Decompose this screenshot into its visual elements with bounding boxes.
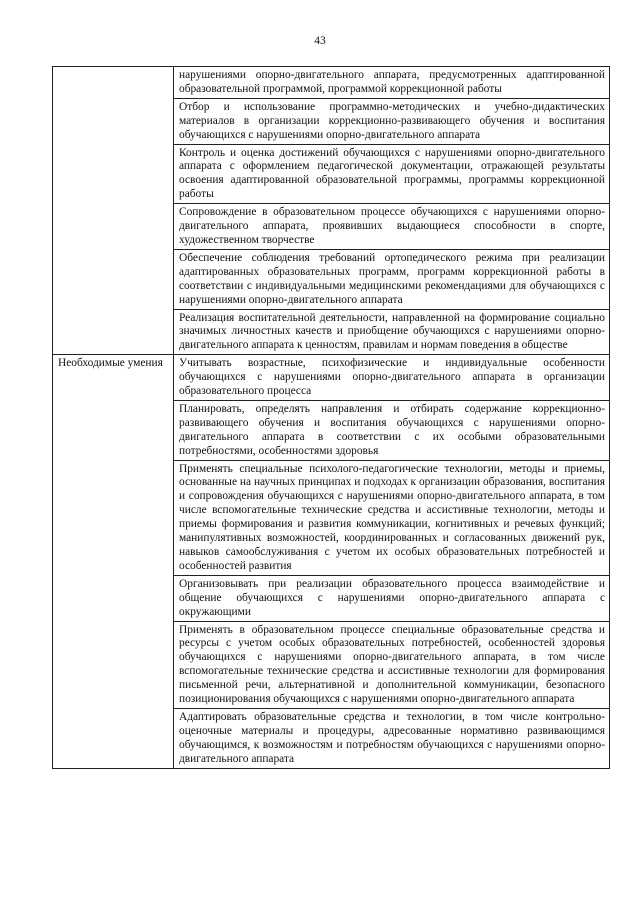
row-label-cell — [53, 67, 174, 355]
row-label-skills: Необходимые умения — [53, 355, 174, 768]
table-cell-text: Обеспечение соблюдения требований ортопедического режима при реализации адаптированных образовательных программ, программ коррекционной работы в соответствии с индивидуальными медицинскими рекомендациями для обучающихся с нарушениями опорно-двигательного аппарата — [174, 249, 610, 309]
requirements-table — [52, 66, 610, 769]
table-cell-text: Применять в образовательном процессе специальные образовательные средства и ресурсы с учетом особых образовательных потребностей, особенностей здоровья обучающихся с нарушениями опорно-двигательного аппарата, в том числе вспомогательные технические средства и ассистивные технологии для формирования письменной речи, альтернативной и дополнительной коммуникации, безопасного позиционирования обучающихся с нарушениями опорно-двигательного аппарата — [174, 621, 610, 708]
table-cell-text: Отбор и использование программно-методических и учебно-дидактических материалов в организации коррекционно-развивающего обучения и воспитания обучающихся с нарушениями опорно-двигательного аппарата — [174, 98, 610, 144]
table-cell-text: Сопровождение в образовательном процессе обучающихся с нарушениями опорно-двигательного аппарата, проявивших выдающиеся способности в спорте, художественном творчестве — [174, 204, 610, 250]
table-cell-text: Планировать, определять направления и отбирать содержание коррекционно-развивающего обучения и воспитания обучающихся с нарушениями опорно-двигательного аппарата в соответствии с их особыми образовательными потребностями, особенностями здоровья — [174, 400, 610, 460]
page-number: 43 — [314, 35, 326, 47]
table-cell-text: Адаптировать образовательные средства и технологии, в том числе контрольно-оценочные материалы и процедуры, адресованные нормативно развивающимся обучающимся, к возможностям и потребностям обучающихся с нарушениями опорно-двигательного аппарата — [174, 708, 610, 768]
table-cell-text: Применять специальные психолого-педагогические технологии, методы и приемы, основанные на научных принципах и подходах к организации образования, воспитания и сопровождения обучающихся с нарушениями опорно-двигательного аппарата, в том числе вспомогательные технические средства и ассистивные технологии, методы и приемы формирования и развития коммуникации, когнитивных и речевых функций; манипулятивных возможностей, координированных и согласованных движений рук, навыков самообслуживания с учетом их особых образовательных потребностей и особенностей развития — [174, 460, 610, 575]
table-row — [53, 67, 610, 99]
table-cell-text: Учитывать возрастные, психофизические и индивидуальные особенности обучающихся с нарушениями опорно-двигательного аппарата в организации образовательного процесса — [174, 355, 610, 401]
table-cell-text: Реализация воспитательной деятельности, направленной на формирование социально значимых личностных качеств и приобщение обучающихся с нарушениями опорно-двигательного аппарата к ценностям, правилам и нормам поведения в обществе — [174, 309, 610, 355]
table-cell-text: Организовывать при реализации образовательного процесса взаимодействие и общение обучающихся с нарушениями опорно-двигательного аппарата с окружающими — [174, 575, 610, 621]
table-cell-text: Контроль и оценка достижений обучающихся с нарушениями опорно-двигательного аппарата с оформлением педагогической документации, отражающей результаты освоения адаптированной образовательной программы, программы коррекционной работы — [174, 144, 610, 204]
table-cell-text: нарушениями опорно-двигательного аппарата, предусмотренных адаптированной образовательной программой, программой коррекционной работы — [174, 67, 610, 99]
table-row — [53, 355, 610, 401]
